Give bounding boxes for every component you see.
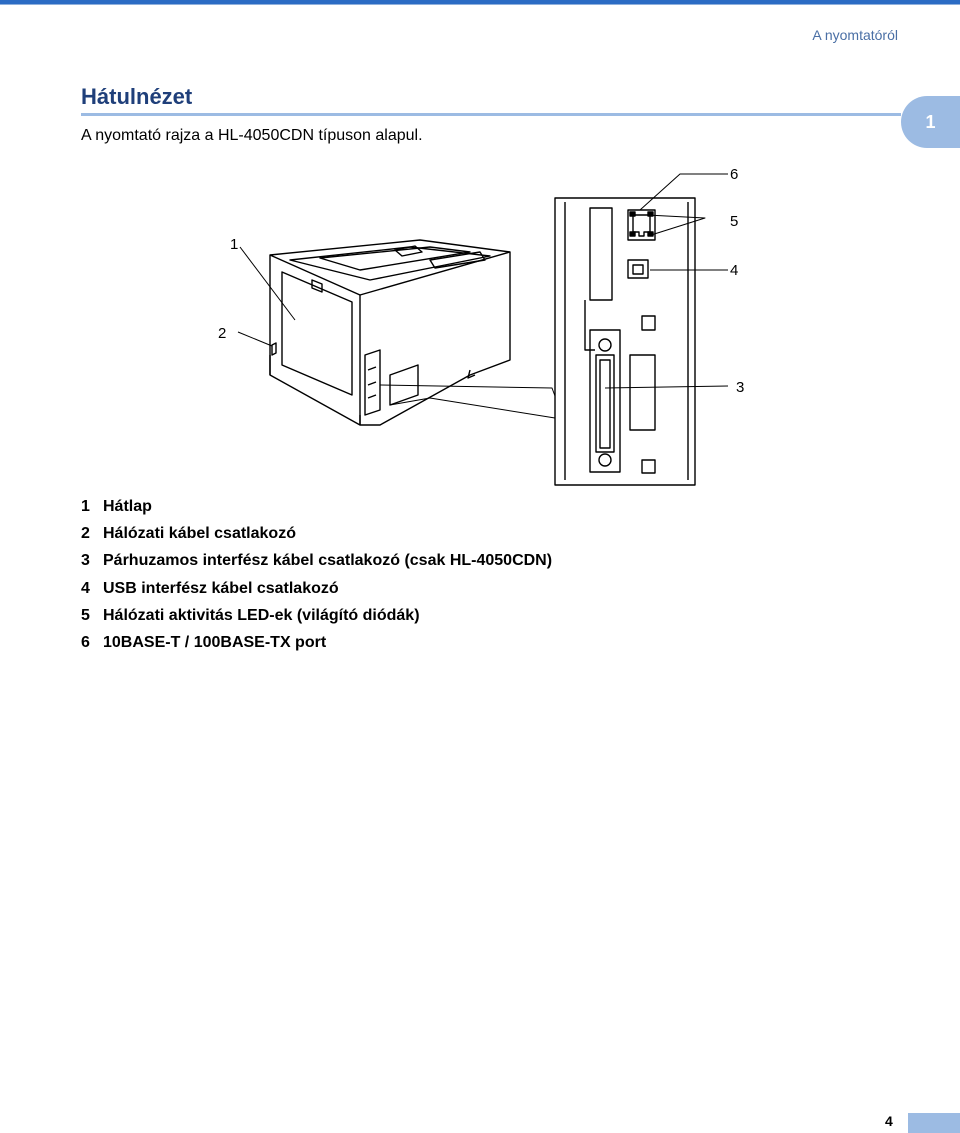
- callout-5: 5: [730, 213, 739, 230]
- printer-rear-illustration: [200, 160, 760, 490]
- legend-text: Hátlap: [103, 498, 152, 515]
- running-header: A nyomtatóról: [812, 27, 898, 43]
- legend-item: [81, 575, 552, 602]
- section-title: Hátulnézet: [81, 84, 193, 109]
- legend-text: Hálózati aktivitás LED-ek (világító diódák): [103, 606, 420, 624]
- interface-panel: [555, 198, 695, 485]
- chapter-tab: 1: [901, 96, 960, 148]
- callout-6: 6: [730, 166, 739, 183]
- printer-body: [270, 240, 510, 425]
- callout-1: 1: [230, 236, 239, 253]
- legend-item: [81, 547, 552, 574]
- intro-text: A nyomtató rajza a HL-4050CDN típuson alapul.: [81, 127, 423, 144]
- legend-number: 2: [81, 525, 90, 543]
- legend-item: [81, 629, 552, 656]
- legend-text: USB interfész kábel csatlakozó: [103, 579, 339, 597]
- legend-number: 5: [81, 606, 90, 624]
- page-number: 4: [885, 1113, 893, 1129]
- legend-number: 6: [81, 634, 90, 652]
- legend-item: [81, 602, 552, 629]
- legend-number: 4: [81, 579, 90, 597]
- title-underline: [81, 113, 901, 116]
- callout-3: 3: [736, 379, 745, 396]
- legend-item: [81, 520, 552, 547]
- callout-2: 2: [218, 325, 227, 342]
- legend-text: 10BASE-T / 100BASE-TX port: [103, 634, 327, 652]
- legend-text: Hálózati kábel csatlakozó: [103, 525, 296, 543]
- printer-rear-view-figure: [200, 160, 760, 490]
- callout-4: 4: [730, 262, 739, 279]
- legend-list: [81, 493, 552, 656]
- legend-text: Párhuzamos interfész kábel csatlakozó (csak HL-4050CDN): [103, 552, 553, 570]
- legend-item: [81, 493, 552, 520]
- top-rule-thin: [0, 4, 960, 5]
- legend-number: 1: [81, 498, 90, 515]
- legend-number: 3: [81, 552, 90, 570]
- page-tab: [908, 1113, 960, 1133]
